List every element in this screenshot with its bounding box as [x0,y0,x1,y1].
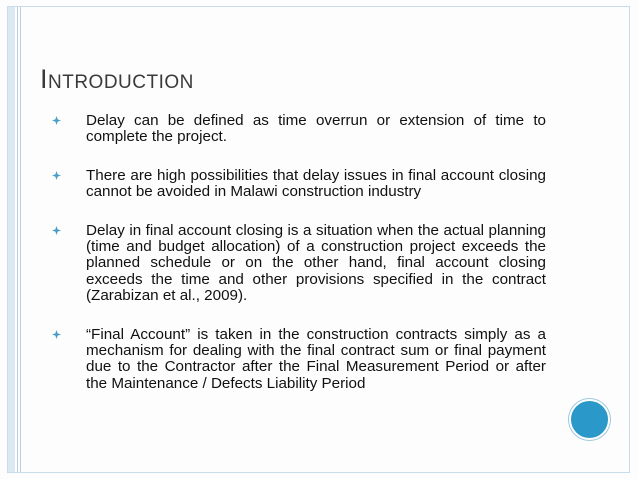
bullet-item [50,223,546,305]
bullet-item [50,327,546,393]
slide-title: Introduction [40,64,194,94]
diamond-bullet-icon [52,116,61,125]
bullet-item [50,168,546,201]
diamond-bullet-icon [52,171,61,180]
bullet-text: “Final Account” is taken in the construction contracts simply as a mechanism for dealing with the final contract sum or final payment due to the Contractor after the Final Measurement Period or after the Maintenance / Defects Liability Period [86,325,546,392]
bullet-list [50,113,546,414]
diamond-bullet-icon [52,226,61,235]
bullet-text: There are high possibilities that delay issues in final account closing cannot be avoided in Malawi construction industry [86,166,546,201]
bullet-text: Delay in final account closing is a situation when the actual planning (time and budget allocation) of a construction project exceeds the planned schedule or on the other hand, final account closing exceeds the time and other provisions specified in the contract (Zarabizan et al., 2009). [86,221,546,305]
bullet-item [50,113,546,146]
bullet-text: Delay can be defined as time overrun or extension of time to complete the project. [86,112,546,146]
diamond-bullet-icon [52,330,61,339]
decorative-circle [569,399,610,440]
